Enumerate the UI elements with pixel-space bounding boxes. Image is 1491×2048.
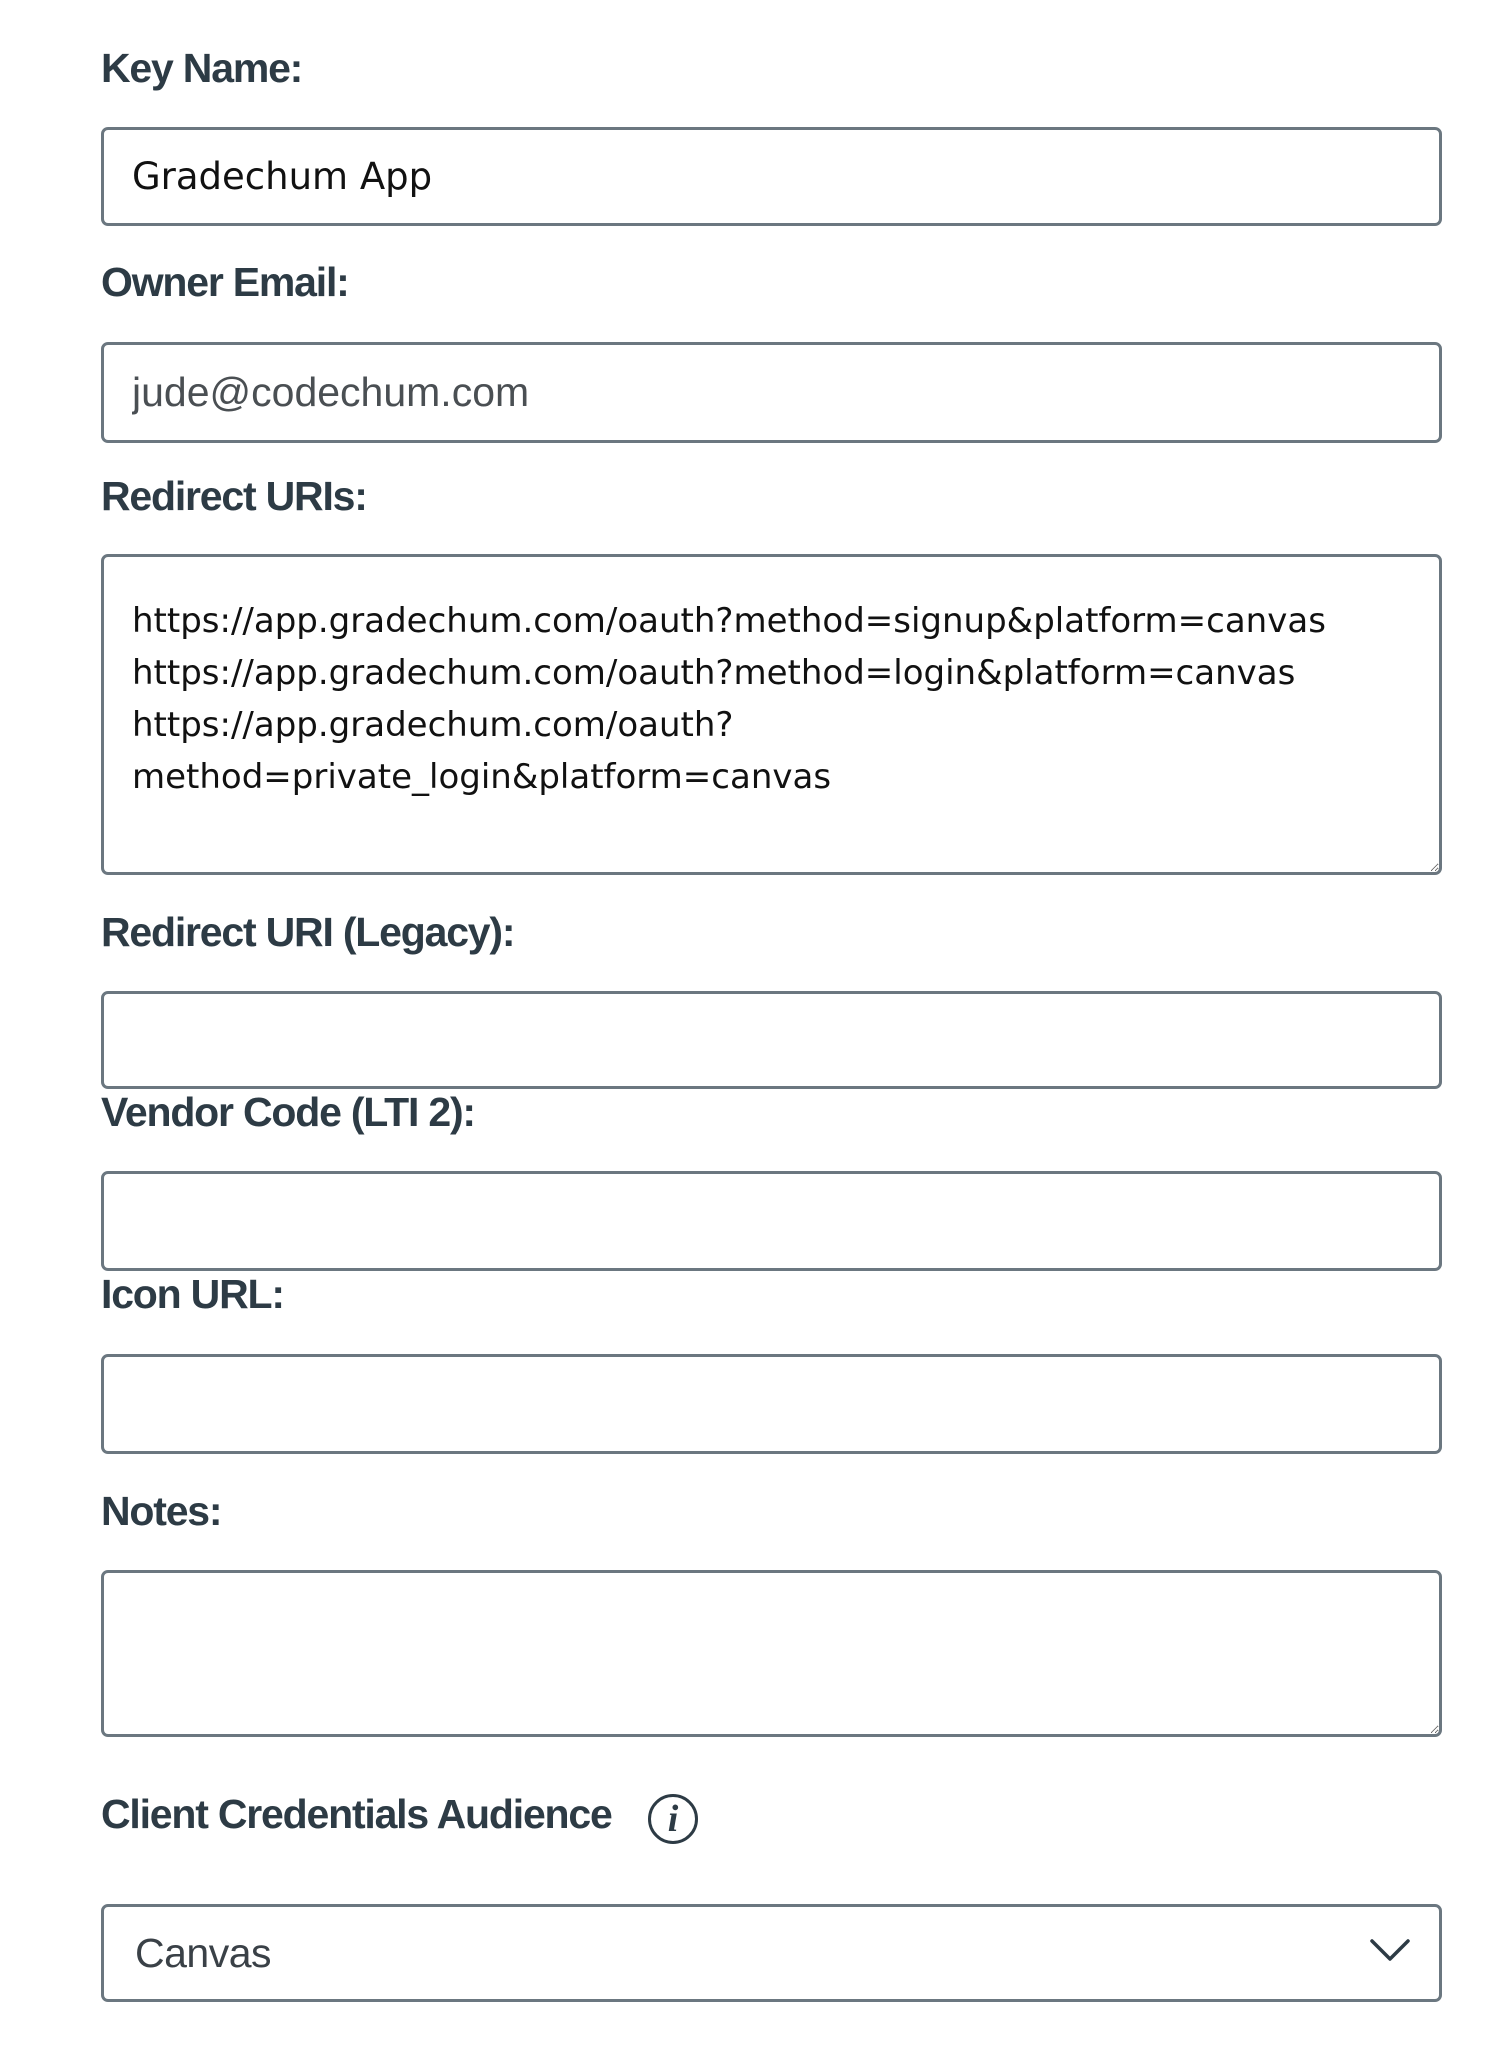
- redirect-uris-textarea[interactable]: [101, 554, 1442, 875]
- redirect-uris-label: Redirect URIs:: [101, 473, 367, 519]
- notes-textarea[interactable]: [101, 1570, 1442, 1737]
- redirect-uri-legacy-input[interactable]: [101, 991, 1442, 1089]
- client-credentials-audience-select[interactable]: [101, 1904, 1442, 2002]
- redirect-uri-legacy-label: Redirect URI (Legacy):: [101, 909, 515, 955]
- notes-label: Notes:: [101, 1488, 222, 1534]
- icon-url-input[interactable]: [101, 1354, 1442, 1454]
- client-credentials-audience-label: Client Credentials Audience: [101, 1791, 612, 1837]
- info-icon[interactable]: i: [648, 1794, 698, 1844]
- vendor-code-input[interactable]: [101, 1171, 1442, 1271]
- key-name-label: Key Name:: [101, 45, 303, 91]
- icon-url-label: Icon URL:: [101, 1271, 284, 1317]
- select-selected-value: Canvas: [135, 1930, 272, 1976]
- chevron-down-icon: [1369, 1937, 1411, 1963]
- owner-email-input[interactable]: [101, 342, 1442, 443]
- owner-email-label: Owner Email:: [101, 259, 349, 305]
- key-name-input[interactable]: [101, 127, 1442, 226]
- vendor-code-label: Vendor Code (LTI 2):: [101, 1089, 475, 1135]
